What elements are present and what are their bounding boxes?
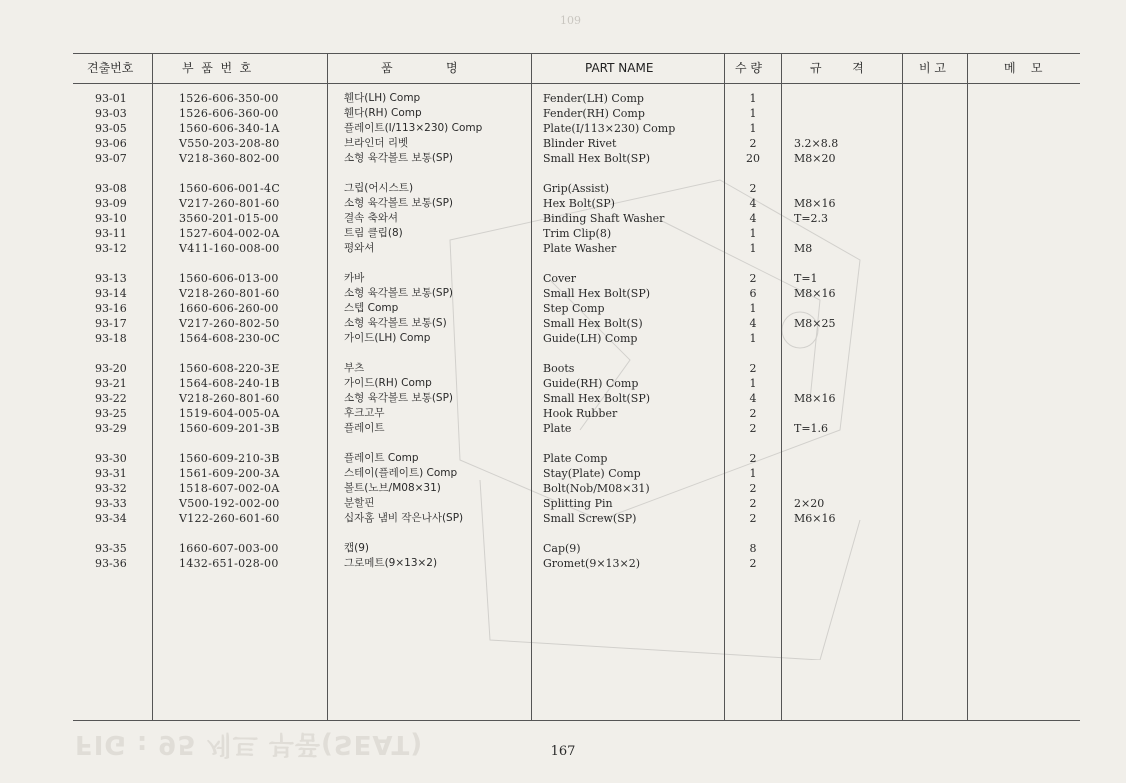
english-part-name: Blinder Rivet (543, 137, 617, 150)
korean-part-name: 플레이트 (344, 422, 385, 434)
faded-page-mark: 109 (560, 14, 581, 27)
quantity: 1 (749, 122, 757, 135)
table-row (73, 151, 1080, 166)
quantity: 2 (749, 452, 757, 465)
english-part-name: Fender(LH) Comp (543, 92, 644, 105)
item-number: 93-21 (95, 377, 127, 390)
english-part-name: Plate(I/113×230) Comp (543, 122, 676, 135)
korean-part-name: 플레이트(I/113×230) Comp (344, 122, 483, 134)
english-part-name: Cap(9) (543, 542, 581, 555)
korean-part-name: 브라인더 리벳 (344, 137, 409, 149)
table-row (73, 376, 1080, 391)
quantity: 1 (749, 302, 757, 315)
english-part-name: Trim Clip(8) (543, 227, 612, 240)
specification: T=2.3 (794, 212, 829, 225)
english-part-name: Small Hex Bolt(SP) (543, 287, 651, 300)
english-part-name: Plate Comp (543, 452, 608, 465)
quantity: 8 (749, 542, 757, 555)
item-number: 93-30 (95, 452, 127, 465)
item-number: 93-25 (95, 407, 127, 420)
part-number: 1660-606-260-00 (179, 302, 279, 315)
item-number: 93-16 (95, 302, 127, 315)
korean-part-name: 가이드(RH) Comp (344, 377, 432, 389)
english-part-name: Step Comp (543, 302, 605, 315)
item-number: 93-12 (95, 242, 127, 255)
korean-part-name: 십자홈 냄비 작은나사(SP) (344, 512, 464, 524)
quantity: 2 (749, 422, 757, 435)
part-number: 3560-201-015-00 (179, 212, 279, 225)
table-row (73, 451, 1080, 466)
korean-part-name: 가이드(LH) Comp (344, 332, 431, 344)
part-number: 1560-609-201-3B (179, 422, 280, 435)
english-part-name: Small Hex Bolt(SP) (543, 392, 651, 405)
quantity: 4 (749, 392, 757, 405)
table-row (73, 391, 1080, 406)
quantity: 1 (749, 227, 757, 240)
english-part-name: Guide(LH) Comp (543, 332, 638, 345)
specification: M8×16 (794, 392, 836, 405)
quantity: 1 (749, 467, 757, 480)
specification: M8×16 (794, 197, 836, 210)
quantity: 2 (749, 482, 757, 495)
table-row (73, 121, 1080, 136)
korean-part-name: 스텝 Comp (344, 302, 399, 314)
english-part-name: Boots (543, 362, 575, 375)
item-number: 93-13 (95, 272, 127, 285)
table-row (73, 196, 1080, 211)
table-row (73, 421, 1080, 436)
header-item-no: 견출번호 (87, 61, 134, 75)
english-part-name: Hook Rubber (543, 407, 618, 420)
bleed-through-text: FIG : 95 세트 부품(SEAT) (75, 729, 424, 759)
specification: M8×25 (794, 317, 836, 330)
quantity: 20 (746, 152, 760, 165)
korean-part-name: 소형 육각볼트 보통(SP) (344, 197, 454, 209)
table-row (73, 286, 1080, 301)
part-number: 1560-608-220-3E (179, 362, 280, 375)
table-row (73, 211, 1080, 226)
header-part-name: PART NAME (585, 61, 654, 75)
item-number: 93-36 (95, 557, 127, 570)
part-number: 1518-607-002-0A (179, 482, 280, 495)
korean-part-name: 소형 육각볼트 보통(SP) (344, 392, 454, 404)
quantity: 4 (749, 197, 757, 210)
specification: M8 (794, 242, 813, 255)
parts-table (73, 53, 1080, 721)
korean-part-name: 분할핀 (344, 497, 375, 509)
specification: T=1 (794, 272, 818, 285)
item-number: 93-08 (95, 182, 127, 195)
part-number: 1519-604-005-0A (179, 407, 280, 420)
header-bottom-rule (73, 83, 1080, 84)
part-number: 1660-607-003-00 (179, 542, 279, 555)
specification: M8×16 (794, 287, 836, 300)
quantity: 1 (749, 92, 757, 105)
table-row (73, 91, 1080, 106)
english-part-name: Small Screw(SP) (543, 512, 637, 525)
specification: 2×20 (794, 497, 825, 510)
table-row (73, 301, 1080, 316)
part-number: 1560-606-001-4C (179, 182, 281, 195)
part-number: 1526-606-360-00 (179, 107, 279, 120)
english-part-name: Cover (543, 272, 577, 285)
quantity: 4 (749, 212, 757, 225)
part-number: V218-260-801-60 (179, 287, 280, 300)
table-row (73, 541, 1080, 556)
table-row (73, 496, 1080, 511)
quantity: 2 (749, 512, 757, 525)
table-row (73, 481, 1080, 496)
page-number: 167 (550, 744, 576, 759)
item-number: 93-29 (95, 422, 127, 435)
table-row (73, 136, 1080, 151)
part-number: V550-203-208-80 (179, 137, 280, 150)
item-number: 93-09 (95, 197, 127, 210)
part-number: 1560-606-013-00 (179, 272, 279, 285)
quantity: 6 (749, 287, 757, 300)
korean-part-name: 결속 축와셔 (344, 212, 399, 224)
table-bottom-rule (73, 720, 1080, 721)
item-number: 93-07 (95, 152, 127, 165)
specification: M8×20 (794, 152, 836, 165)
table-row (73, 241, 1080, 256)
part-number: V217-260-802-50 (179, 317, 280, 330)
quantity: 1 (749, 107, 757, 120)
item-number: 93-35 (95, 542, 127, 555)
korean-part-name: 휀다(LH) Comp (344, 92, 421, 104)
quantity: 1 (749, 332, 757, 345)
quantity: 2 (749, 557, 757, 570)
specification: M6×16 (794, 512, 836, 525)
english-part-name: Gromet(9×13×2) (543, 557, 641, 570)
english-part-name: Hex Bolt(SP) (543, 197, 615, 210)
korean-part-name: 스테이(플레이트) Comp (344, 467, 458, 479)
header-spec: 규 격 (810, 61, 864, 75)
item-number: 93-06 (95, 137, 127, 150)
header-part-no: 부 품 번 호 (182, 61, 252, 75)
korean-part-name: 평와셔 (344, 242, 375, 254)
table-row (73, 466, 1080, 481)
part-number: 1527-604-002-0A (179, 227, 280, 240)
part-number: 1564-608-230-0C (179, 332, 281, 345)
header-memo: 메 모 (1004, 61, 1043, 75)
table-row (73, 271, 1080, 286)
part-number: 1561-609-200-3A (179, 467, 280, 480)
english-part-name: Fender(RH) Comp (543, 107, 645, 120)
item-number: 93-32 (95, 482, 127, 495)
quantity: 2 (749, 182, 757, 195)
header-quantity: 수 량 (735, 61, 762, 75)
korean-part-name: 플레이트 Comp (344, 452, 419, 464)
item-number: 93-03 (95, 107, 127, 120)
english-part-name: Guide(RH) Comp (543, 377, 639, 390)
item-number: 93-01 (95, 92, 127, 105)
part-number: V218-260-801-60 (179, 392, 280, 405)
korean-part-name: 그립(어시스트) (344, 182, 414, 194)
specification: 3.2×8.8 (794, 137, 839, 150)
table-row (73, 511, 1080, 526)
part-number: 1560-609-210-3B (179, 452, 280, 465)
table-row (73, 106, 1080, 121)
quantity: 2 (749, 497, 757, 510)
item-number: 93-20 (95, 362, 127, 375)
table-row (73, 331, 1080, 346)
table-row (73, 406, 1080, 421)
english-part-name: Binding Shaft Washer (543, 212, 665, 225)
english-part-name: Small Hex Bolt(S) (543, 317, 643, 330)
table-row (73, 361, 1080, 376)
part-number: 1564-608-240-1B (179, 377, 280, 390)
part-number: V500-192-002-00 (179, 497, 280, 510)
english-part-name: Bolt(Nob/M08×31) (543, 482, 650, 495)
korean-part-name: 트림 클립(8) (344, 227, 403, 239)
korean-part-name: 캡(9) (344, 542, 370, 554)
english-part-name: Small Hex Bolt(SP) (543, 152, 651, 165)
item-number: 93-22 (95, 392, 127, 405)
korean-part-name: 볼트(노브/M08×31) (344, 482, 441, 494)
english-part-name: Grip(Assist) (543, 182, 610, 195)
item-number: 93-34 (95, 512, 127, 525)
table-body (73, 91, 1080, 571)
english-part-name: Splitting Pin (543, 497, 613, 510)
korean-part-name: 부츠 (344, 362, 365, 374)
part-number: 1432-651-028-00 (179, 557, 279, 570)
part-number: V217-260-801-60 (179, 197, 280, 210)
item-number: 93-18 (95, 332, 127, 345)
korean-part-name: 후크고무 (344, 407, 385, 419)
quantity: 2 (749, 272, 757, 285)
header-remark: 비 고 (919, 61, 946, 75)
header-korean-name: 품 명 (381, 61, 458, 75)
item-number: 93-11 (95, 227, 127, 240)
specification: T=1.6 (794, 422, 829, 435)
quantity: 2 (749, 407, 757, 420)
english-part-name: Stay(Plate) Comp (543, 467, 641, 480)
item-number: 93-33 (95, 497, 127, 510)
part-number: 1526-606-350-00 (179, 92, 279, 105)
english-part-name: Plate Washer (543, 242, 617, 255)
korean-part-name: 휀다(RH) Comp (344, 107, 422, 119)
part-number: V122-260-601-60 (179, 512, 280, 525)
korean-part-name: 소형 육각볼트 보통(SP) (344, 152, 454, 164)
quantity: 1 (749, 242, 757, 255)
item-number: 93-31 (95, 467, 127, 480)
part-number: V218-360-802-00 (179, 152, 280, 165)
table-row (73, 226, 1080, 241)
item-number: 93-14 (95, 287, 127, 300)
table-row (73, 181, 1080, 196)
korean-part-name: 소형 육각볼트 보통(SP) (344, 287, 454, 299)
korean-part-name: 소형 육각볼트 보통(S) (344, 317, 447, 329)
korean-part-name: 그로메트(9×13×2) (344, 557, 438, 569)
part-number: V411-160-008-00 (179, 242, 280, 255)
quantity: 2 (749, 137, 757, 150)
quantity: 1 (749, 377, 757, 390)
quantity: 2 (749, 362, 757, 375)
korean-part-name: 카바 (344, 272, 365, 284)
part-number: 1560-606-340-1A (179, 122, 280, 135)
item-number: 93-05 (95, 122, 127, 135)
table-row (73, 316, 1080, 331)
item-number: 93-17 (95, 317, 127, 330)
table-row (73, 556, 1080, 571)
item-number: 93-10 (95, 212, 127, 225)
english-part-name: Plate (543, 422, 572, 435)
quantity: 4 (749, 317, 757, 330)
